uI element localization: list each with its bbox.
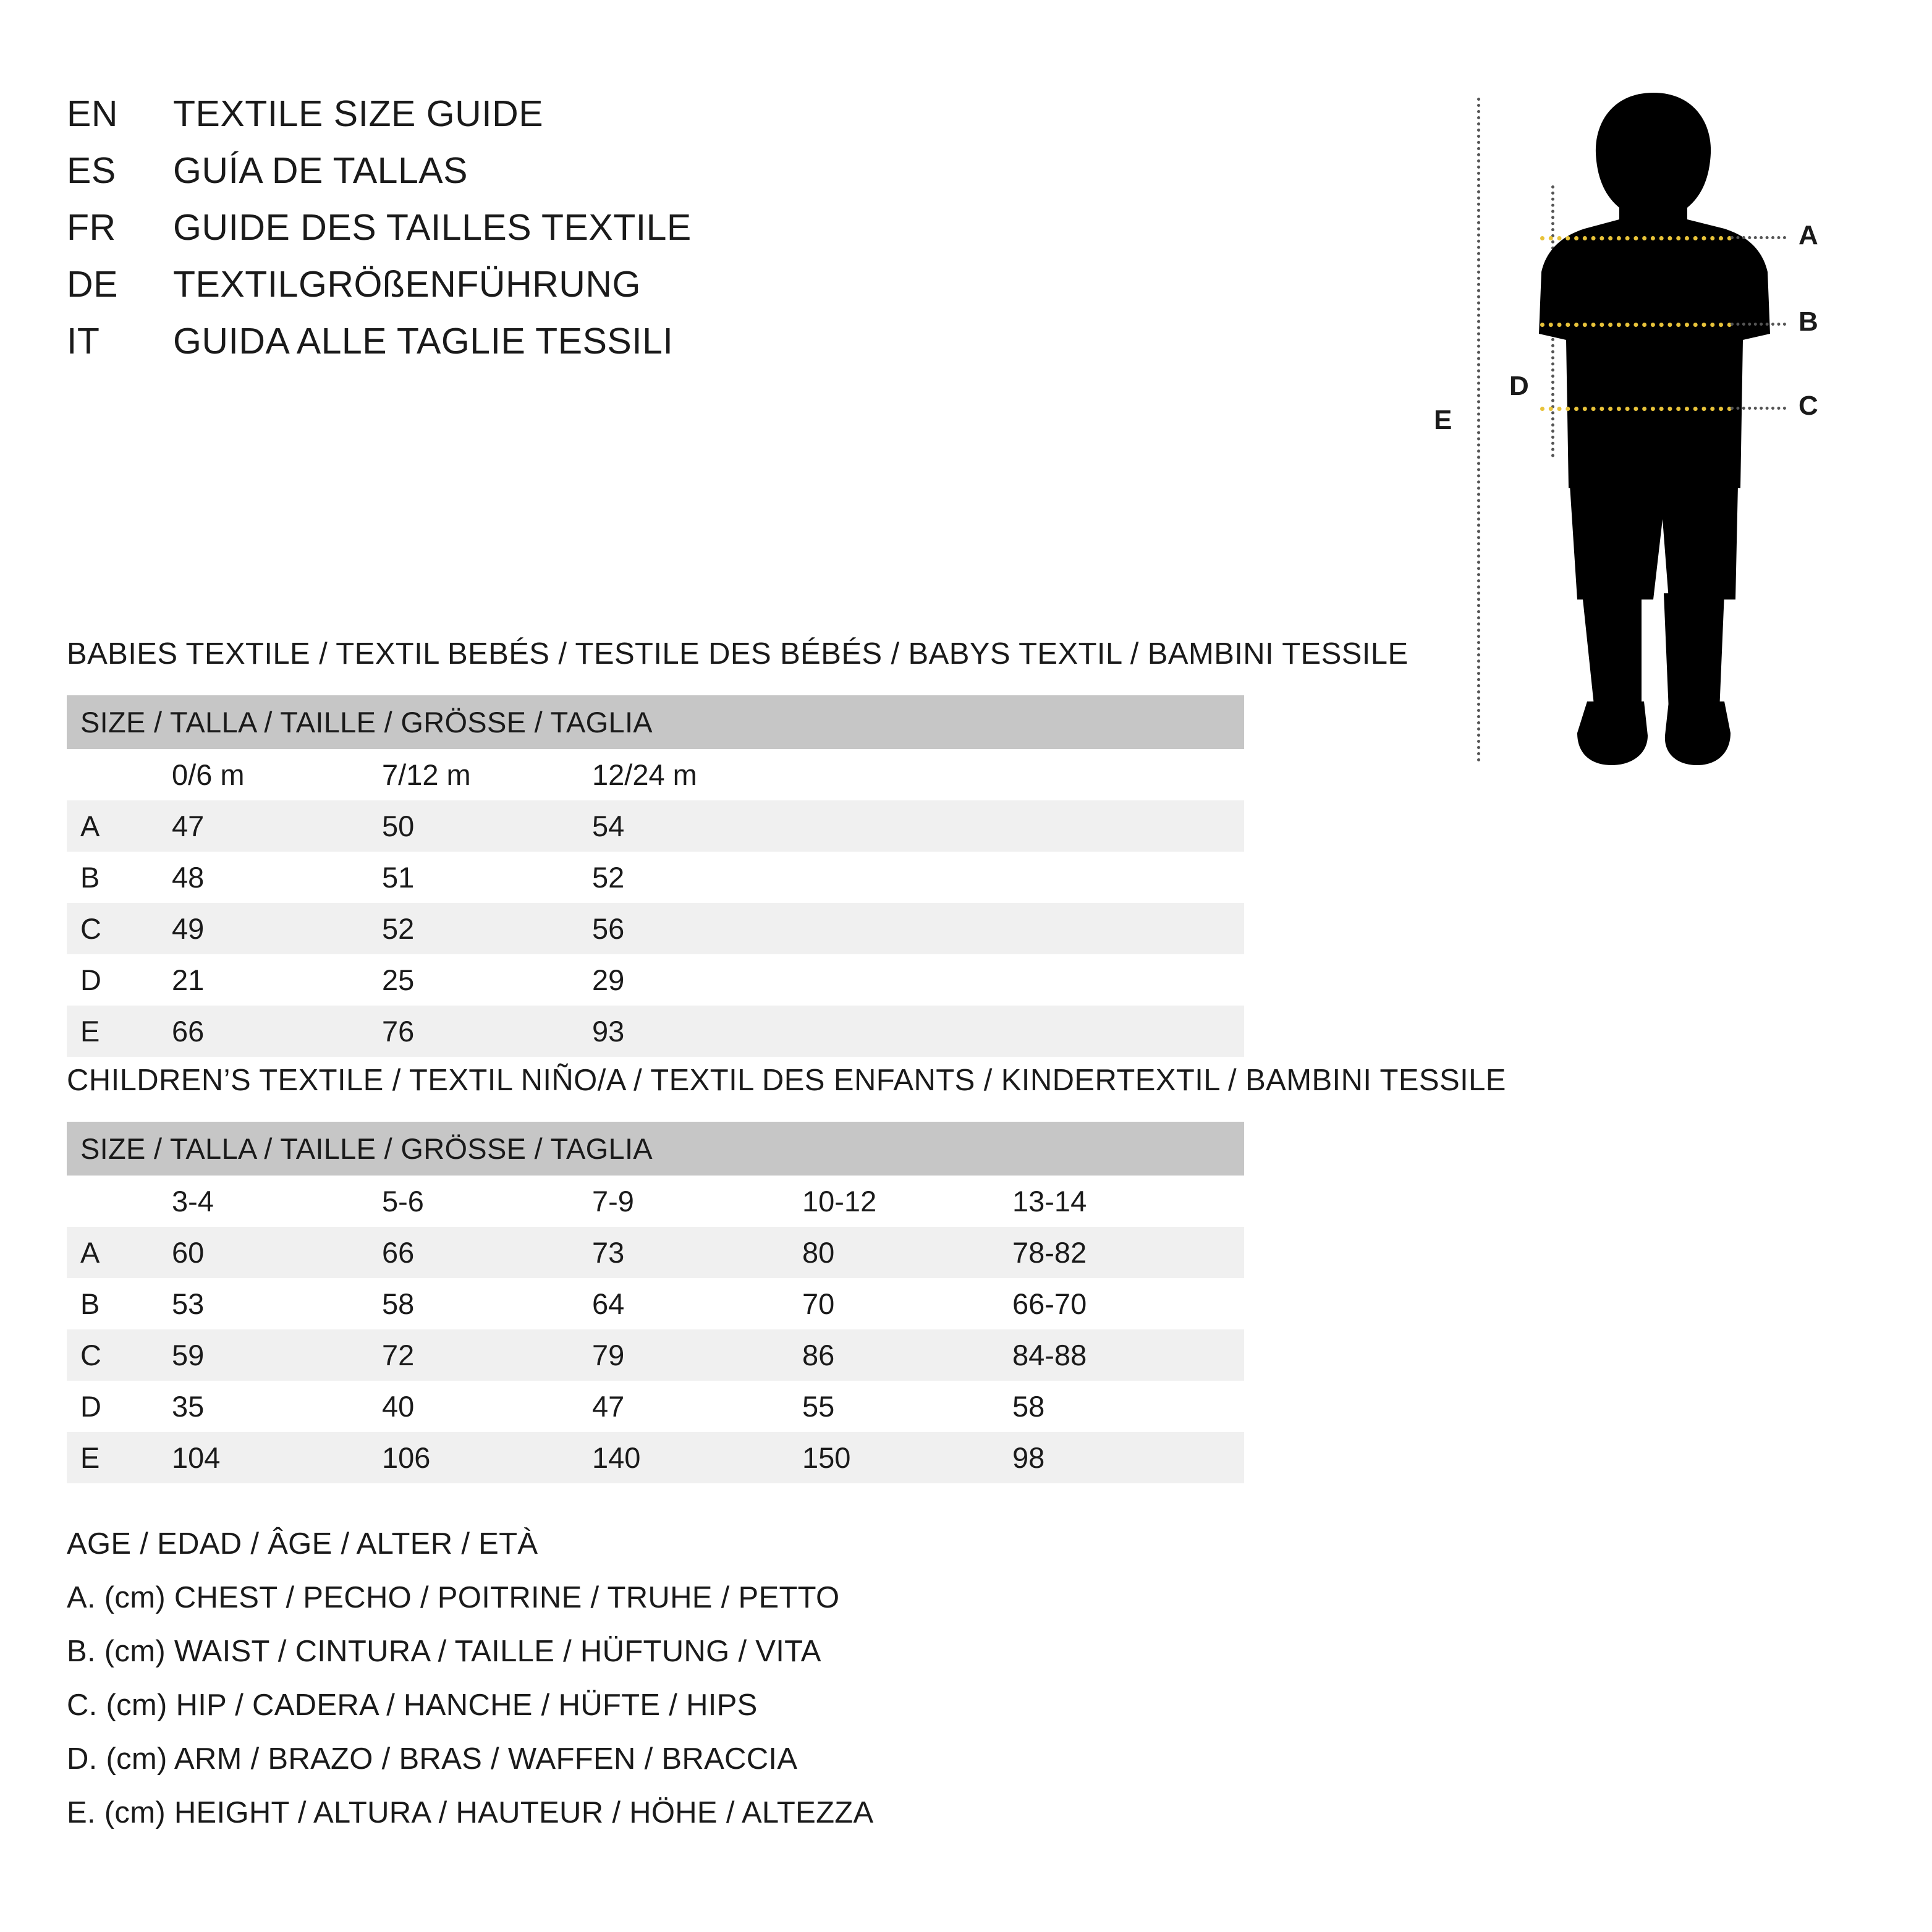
babies-band-label: SIZE / TALLA / TAILLE / GRÖSSE / TAGLIA — [67, 695, 1244, 749]
cell: 49 — [172, 903, 382, 954]
cell: 58 — [1012, 1381, 1244, 1432]
figure-label-a: A — [1799, 220, 1818, 250]
cell: 50 — [382, 800, 592, 852]
cell: 47 — [172, 800, 382, 852]
row-label: D — [67, 954, 172, 1006]
table-row — [67, 1381, 1244, 1432]
language-row — [67, 93, 1241, 150]
corner-cell — [67, 749, 172, 800]
language-row — [67, 320, 1241, 377]
cell: 47 — [592, 1381, 802, 1432]
cell: 84-88 — [1012, 1329, 1244, 1381]
cell: 72 — [382, 1329, 592, 1381]
table-row — [67, 903, 1244, 954]
cell: 56 — [592, 903, 1244, 954]
row-label: A — [67, 1227, 172, 1278]
language-title: GUIDE DES TAILLES TEXTILE — [173, 207, 692, 248]
cell: 106 — [382, 1432, 592, 1483]
legend-item: E. (cm) HEIGHT / ALTURA / HAUTEUR / HÖHE / ALTEZZA — [67, 1796, 874, 1829]
cell: 66-70 — [1012, 1278, 1244, 1329]
cell: 76 — [382, 1006, 592, 1057]
children-col-1: 5-6 — [382, 1176, 592, 1227]
chest-measure-line — [1540, 236, 1732, 240]
children-col-0: 3-4 — [172, 1176, 382, 1227]
language-title: TEXTILGRÖßENFÜHRUNG — [173, 264, 641, 305]
cell: 52 — [382, 903, 592, 954]
measurement-legend — [67, 1527, 1550, 1849]
babies-section-title: BABIES TEXTILE / TEXTIL BEBÉS / TESTILE DES BÉBÉS / BABYS TEXTIL / BAMBINI TESSILE — [67, 637, 1409, 671]
language-row — [67, 150, 1241, 206]
table-header-band — [67, 695, 1244, 749]
cell: 86 — [802, 1329, 1012, 1381]
cell: 25 — [382, 954, 592, 1006]
language-title: GUIDA ALLE TAGLIE TESSILI — [173, 321, 674, 362]
cell: 35 — [172, 1381, 382, 1432]
row-label: C — [67, 903, 172, 954]
cell: 51 — [382, 852, 592, 903]
child-silhouette-icon — [1520, 87, 1786, 773]
language-code: FR — [67, 207, 116, 248]
children-size-table — [67, 1122, 1244, 1483]
babies-col-2: 12/24 m — [592, 749, 1244, 800]
language-code: IT — [67, 321, 100, 362]
legend-item: A. (cm) CHEST / PECHO / POITRINE / TRUHE / PETTO — [67, 1581, 840, 1614]
waist-measure-line — [1540, 323, 1732, 327]
table-column-header-row — [67, 1176, 1244, 1227]
cell: 48 — [172, 852, 382, 903]
language-title-list — [67, 93, 1241, 377]
measurement-diagram — [1403, 80, 1885, 773]
legend-item: AGE / EDAD / ÂGE / ALTER / ETÀ — [67, 1527, 538, 1561]
cell: 79 — [592, 1329, 802, 1381]
cell: 150 — [802, 1432, 1012, 1483]
cell: 98 — [1012, 1432, 1244, 1483]
language-code: DE — [67, 264, 118, 305]
cell: 66 — [382, 1227, 592, 1278]
cell: 53 — [172, 1278, 382, 1329]
table-row — [67, 1329, 1244, 1381]
language-row — [67, 206, 1241, 263]
height-guide-line — [1477, 98, 1480, 762]
children-col-2: 7-9 — [592, 1176, 802, 1227]
row-label: D — [67, 1381, 172, 1432]
hip-leader-line — [1731, 407, 1786, 410]
children-col-3: 10-12 — [802, 1176, 1012, 1227]
row-label: C — [67, 1329, 172, 1381]
cell: 54 — [592, 800, 1244, 852]
table-row — [67, 1227, 1244, 1278]
table-column-header-row — [67, 749, 1244, 800]
language-code: EN — [67, 93, 118, 134]
table-row — [67, 852, 1244, 903]
table-row — [67, 1006, 1244, 1057]
hip-measure-line — [1540, 407, 1732, 411]
corner-cell — [67, 1176, 172, 1227]
babies-size-table — [67, 695, 1244, 1057]
row-label: B — [67, 1278, 172, 1329]
waist-leader-line — [1731, 323, 1786, 326]
figure-label-c: C — [1799, 391, 1818, 421]
cell: 73 — [592, 1227, 802, 1278]
language-row — [67, 263, 1241, 320]
children-band-label: SIZE / TALLA / TAILLE / GRÖSSE / TAGLIA — [67, 1122, 1244, 1176]
language-title: TEXTILE SIZE GUIDE — [173, 93, 544, 134]
table-row — [67, 800, 1244, 852]
legend-item: B. (cm) WAIST / CINTURA / TAILLE / HÜFTUNG / VITA — [67, 1635, 821, 1668]
figure-label-b: B — [1799, 307, 1818, 337]
table-row — [67, 1278, 1244, 1329]
table-header-band — [67, 1122, 1244, 1176]
cell: 58 — [382, 1278, 592, 1329]
table-row — [67, 954, 1244, 1006]
cell: 55 — [802, 1381, 1012, 1432]
cell: 29 — [592, 954, 1244, 1006]
figure-label-e: E — [1434, 405, 1452, 435]
cell: 60 — [172, 1227, 382, 1278]
cell: 78-82 — [1012, 1227, 1244, 1278]
language-title: GUÍA DE TALLAS — [173, 150, 468, 191]
row-label: B — [67, 852, 172, 903]
cell: 64 — [592, 1278, 802, 1329]
legend-item: C. (cm) HIP / CADERA / HANCHE / HÜFTE / HIPS — [67, 1688, 758, 1722]
cell: 59 — [172, 1329, 382, 1381]
row-label: E — [67, 1006, 172, 1057]
cell: 104 — [172, 1432, 382, 1483]
chest-leader-line — [1731, 236, 1786, 239]
cell: 93 — [592, 1006, 1244, 1057]
cell: 52 — [592, 852, 1244, 903]
row-label: A — [67, 800, 172, 852]
cell: 21 — [172, 954, 382, 1006]
row-label: E — [67, 1432, 172, 1483]
figure-label-d: D — [1509, 371, 1529, 401]
cell: 66 — [172, 1006, 382, 1057]
children-col-4: 13-14 — [1012, 1176, 1244, 1227]
children-section-title: CHILDREN’S TEXTILE / TEXTIL NIÑO/A / TEXTIL DES ENFANTS / KINDERTEXTIL / BAMBINI TESSILE — [67, 1064, 1506, 1097]
cell: 40 — [382, 1381, 592, 1432]
cell: 140 — [592, 1432, 802, 1483]
babies-col-1: 7/12 m — [382, 749, 592, 800]
language-code: ES — [67, 150, 116, 191]
cell: 80 — [802, 1227, 1012, 1278]
cell: 70 — [802, 1278, 1012, 1329]
babies-col-0: 0/6 m — [172, 749, 382, 800]
table-row — [67, 1432, 1244, 1483]
legend-item: D. (cm) ARM / BRAZO / BRAS / WAFFEN / BRACCIA — [67, 1742, 798, 1776]
